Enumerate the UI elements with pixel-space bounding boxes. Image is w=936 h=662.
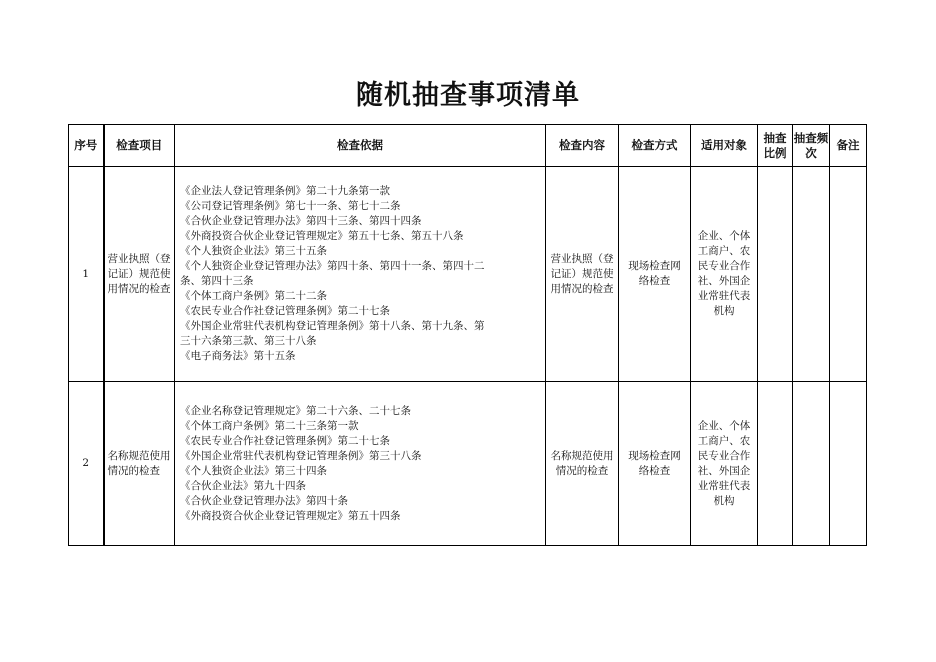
basis-line: 《个体工商户条例》第二十二条 (180, 290, 327, 302)
row-target: 企业、个体工商户、农民专业合作社、外国企业常驻代表机构 (691, 167, 758, 382)
row-method: 现场检查网络检查 (619, 167, 691, 382)
basis-line: 《农民专业合作社登记管理条例》第二十七条 (180, 434, 390, 447)
header-note: 备注 (830, 125, 867, 167)
row-content: 名称规范使用情况的检查 (546, 382, 619, 546)
header-method: 检查方式 (619, 125, 691, 167)
row-seq: 2 (69, 382, 104, 546)
basis-line: 《合伙企业登记管理办法》第四十条 (180, 494, 348, 507)
table-row (69, 167, 867, 382)
basis-line: 《外国企业常驻代表机构登记管理条例》第十八条、第十九条、第 (180, 320, 485, 332)
basis-line: 《个人独资企业登记管理办法》第四十条、第四十一条、第四十二 (180, 260, 485, 272)
basis-line: 《合伙企业登记管理办法》第四十三条、第四十四条 (180, 215, 422, 227)
row-freq (793, 382, 830, 546)
header-item: 检查项目 (104, 125, 175, 167)
header-freq: 抽查频次 (793, 125, 830, 167)
basis-line: 《外商投资合伙企业登记管理规定》第五十四条 (180, 509, 401, 522)
row-target: 企业、个体工商户、农民专业合作社、外国企业常驻代表机构 (691, 382, 758, 546)
basis-line: 《合伙企业法》第九十四条 (180, 479, 306, 492)
basis-line: 《企业名称登记管理规定》第二十六条、二十七条 (180, 404, 411, 417)
row-freq (793, 167, 830, 382)
page-title: 随机抽查事项清单 (356, 80, 580, 111)
basis-line: 三十六条第三款、第三十八条 (180, 335, 317, 347)
row-note (830, 167, 867, 382)
table-row (69, 382, 867, 546)
row-item: 营业执照（登记证）规范使用情况的检查 (104, 167, 175, 382)
header-content: 检查内容 (546, 125, 619, 167)
row-method: 现场检查网络检查 (619, 382, 691, 546)
header-basis: 检查依据 (175, 125, 546, 167)
basis-line: 条、第四十三条 (180, 275, 254, 287)
header-ratio: 抽查比例 (758, 125, 793, 167)
table-header-row (69, 125, 867, 167)
inspection-table (68, 124, 867, 546)
row-item: 名称规范使用情况的检查 (104, 382, 175, 546)
basis-line: 《农民专业合作社登记管理条例》第二十七条 (180, 305, 390, 317)
basis-line: 《外国企业常驻代表机构登记管理条例》第三十八条 (180, 449, 422, 462)
basis-line: 《公司登记管理条例》第七十一条、第七十二条 (180, 200, 401, 212)
basis-line: 《个人独资企业法》第三十五条 (180, 245, 327, 257)
row-note (830, 382, 867, 546)
row-ratio (758, 382, 793, 546)
row-ratio (758, 167, 793, 382)
basis-line: 《外商投资合伙企业登记管理规定》第五十七条、第五十八条 (180, 230, 464, 242)
basis-line: 《企业法人登记管理条例》第二十九条第一款 (180, 185, 390, 197)
basis-line: 《个人独资企业法》第三十四条 (180, 464, 327, 477)
row-content: 营业执照（登记证）规范使用情况的检查 (546, 167, 619, 382)
header-target: 适用对象 (691, 125, 758, 167)
basis-line: 《个体工商户条例》第二十三条第一款 (180, 419, 359, 432)
header-seq: 序号 (69, 125, 104, 167)
basis-line: 《电子商务法》第十五条 (180, 350, 296, 362)
row-basis (175, 382, 546, 546)
row-basis (175, 167, 546, 382)
row-seq: 1 (69, 167, 104, 382)
